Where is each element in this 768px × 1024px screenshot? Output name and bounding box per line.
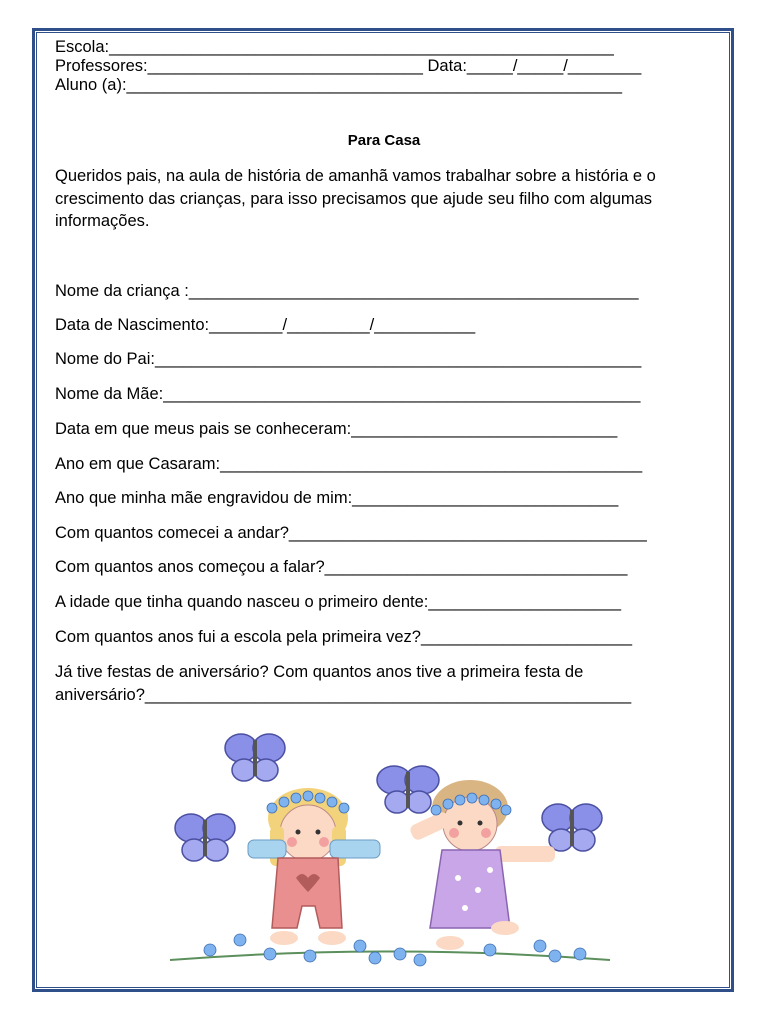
school-field: Escola:_______________________________________________________ xyxy=(55,38,614,56)
field-birthday-q1: Já tive festas de aniversário? Com quantos anos tive a primeira festa de xyxy=(55,663,584,681)
field-father-name: Nome do Pai:_____________________________________________________ xyxy=(55,350,642,368)
field-birthday-q2: aniversário?_____________________________________________________ xyxy=(55,686,632,704)
field-first-school: Com quantos anos fui a escola pela primeira vez?_______________________ xyxy=(55,628,633,646)
teachers-date-field: Professores:______________________________ Data:_____/_____/________ xyxy=(55,57,642,75)
child-left-figure xyxy=(248,788,380,945)
butterfly-icon xyxy=(225,734,285,781)
field-wedding-year: Ano em que Casaram:______________________________________________ xyxy=(55,455,643,473)
butterfly-icon xyxy=(175,814,235,861)
field-walking-age: Com quantos comecei a andar?_______________________________________ xyxy=(55,524,647,542)
children-butterflies-illustration xyxy=(160,728,620,978)
butterfly-icon xyxy=(542,804,602,851)
field-birth-date: Data de Nascimento:________/_________/___________ xyxy=(55,316,476,334)
field-mother-name: Nome da Mãe:____________________________________________________ xyxy=(55,385,641,403)
field-parents-met: Data em que meus pais se conheceram:_____________________________ xyxy=(55,420,618,438)
flower-field xyxy=(170,934,610,966)
field-first-tooth: A idade que tinha quando nasceu o primeiro dente:_____________________ xyxy=(55,593,622,611)
field-child-name: Nome da criança :_________________________________________________ xyxy=(55,282,639,300)
field-pregnancy-year: Ano que minha mãe engravidou de mim:_____________________________ xyxy=(55,489,619,507)
page-title: Para Casa xyxy=(347,132,421,149)
field-talking-age: Com quantos anos começou a falar?_________________________________ xyxy=(55,558,628,576)
intro-paragraph: Queridos pais, na aula de história de amanhã vamos trabalhar sobre a história e o crescimento das crianças, para isso precisamos que ajude seu filho com algumas informações. xyxy=(55,167,656,230)
student-field: Aluno (a):______________________________________________________ xyxy=(55,76,623,94)
butterfly-icon xyxy=(377,766,439,813)
